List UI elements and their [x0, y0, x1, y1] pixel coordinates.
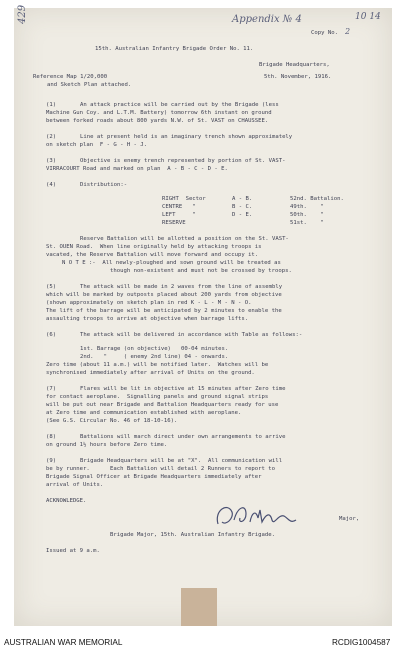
- archive-name: AUSTRALIAN WAR MEMORIAL: [4, 638, 123, 647]
- order-date: 5th. November, 1916.: [264, 74, 332, 80]
- copy-label: Copy No.: [311, 30, 338, 36]
- para-7-number: (7): [46, 386, 57, 392]
- para-1-line: An attack practice will be carried out by the Brigade (less: [80, 102, 279, 108]
- para-6-line: The attack will be delivered in accordance with Table as follows:-: [80, 332, 303, 338]
- acknowledge: ACKNOWLEDGE.: [46, 498, 87, 504]
- issued-time: Issued at 9 a.m.: [46, 548, 100, 554]
- para-9-line: Brigade Signal Officer at Brigade Headquarters immediately after: [46, 474, 262, 480]
- para-7-line: Flares will be lit in objective at 15 minutes after Zero time: [80, 386, 286, 392]
- para-4-number: (4): [46, 182, 57, 188]
- folio-number: 10 14: [355, 12, 381, 22]
- para-1-line: between forked roads about 800 yards N.W. of St. VAST on CHAUSSEE.: [46, 118, 269, 124]
- para-1-line: Machine Gun Coy. and L.T.M. Battery) tomorrow 6th instant on ground: [46, 110, 272, 116]
- note-line: N O T E :- All newly-ploughed and sown ground will be treated as: [62, 260, 281, 266]
- paper-tab: [181, 588, 217, 626]
- para-9-line: Brigade Headquarters will be at "X". All communication will: [80, 458, 283, 464]
- archive-stamp: 429: [17, 4, 28, 24]
- para-2-line: on sketch plan F - G - H - J.: [46, 142, 148, 148]
- para-2-line: Line at present held is an imaginary trench shown approximately: [80, 134, 293, 140]
- para-9-line: be by runner. Each Battalion will detail 2 Runners to report to: [46, 466, 276, 472]
- distribution-sector: CENTRE ": [162, 204, 196, 210]
- para-5-line: which will be marked by outposts placed about 200 yards from objective: [46, 292, 282, 298]
- signoff: Brigade Major, 15th. Australian Infantry Brigade.: [110, 532, 276, 538]
- archive-reference: RCDIG1004587: [332, 638, 391, 647]
- hq-line: Brigade Headquarters,: [259, 62, 330, 68]
- distribution-unit: 51st. ": [290, 220, 324, 226]
- para-8-line: Battalions will march direct under own arrangements to arrive: [80, 434, 286, 440]
- sketch-plan-note: and Sketch Plan attached.: [47, 82, 132, 88]
- reserve-line: Reserve Battalion will be allotted a position on the St. VAST-: [80, 236, 289, 242]
- reference-map: Reference Map 1/20,000: [33, 74, 108, 80]
- para-6-line: Zero time (about 11 a.m.) will be notified later. Watches will be: [46, 362, 269, 368]
- para-5-line: (shown approximately on sketch plan in red K - L - M - N - O.: [46, 300, 252, 306]
- para-2-number: (2): [46, 134, 57, 140]
- distribution-line: D - E.: [232, 212, 253, 218]
- para-3-line: VIRRACOURT Road and marked on plan A - B - C - D - E.: [46, 166, 228, 172]
- reserve-line: St. OUEN Road. When line originally held by attacking troops is: [46, 244, 262, 250]
- para-9-line: arrival of Units.: [46, 482, 104, 488]
- distribution-sector: RIGHT Sector: [162, 196, 206, 202]
- para-6-line: synchronised immediately after arrival of Units on the ground.: [46, 370, 255, 376]
- para-5-line: The lift of the barrage will be anticipated by 2 minutes to enable the: [46, 308, 282, 314]
- para-1-number: (1): [46, 102, 57, 108]
- barrage-line: 1st. Barrage (on objective) 00-04 minutes.: [80, 346, 229, 352]
- distribution-line: B - C.: [232, 204, 253, 210]
- para-8-number: (8): [46, 434, 57, 440]
- distribution-unit: 49th. ": [290, 204, 324, 210]
- signature: [212, 500, 302, 534]
- barrage-line: 2nd. " ( enemy 2nd line) 04 - onwards.: [80, 354, 229, 360]
- reserve-line: vacated, the Reserve Battalion will move forward and occupy it.: [46, 252, 259, 258]
- distribution-heading: Distribution:-: [80, 182, 128, 188]
- distribution-sector: LEFT ": [162, 212, 196, 218]
- para-5-number: (5): [46, 284, 57, 290]
- signatory-rank: Major,: [339, 516, 360, 522]
- appendix-note: Appendix № 4: [232, 14, 302, 25]
- distribution-line: A - B.: [232, 196, 253, 202]
- para-7-line: will be put out near Brigade and Battalion Headquarters ready for use: [46, 402, 279, 408]
- para-9-number: (9): [46, 458, 57, 464]
- distribution-sector: RESERVE: [162, 220, 186, 226]
- para-6-number: (6): [46, 332, 57, 338]
- para-5-line: The attack will be made in 2 waves from the line of assembly: [80, 284, 283, 290]
- note-line: though non-existent and must not be crossed by troops.: [110, 268, 292, 274]
- para-8-line: on ground 1½ hours before Zero time.: [46, 442, 168, 448]
- para-7-line: at Zero time and communication established with aeroplane.: [46, 410, 242, 416]
- distribution-unit: 50th. ": [290, 212, 324, 218]
- para-7-line: (See G.S. Circular No. 46 of 18-10-16).: [46, 418, 178, 424]
- para-3-line: Objective is enemy trench represented by portion of St. VAST-: [80, 158, 286, 164]
- para-3-number: (3): [46, 158, 57, 164]
- order-title: 15th. Australian Infantry Brigade Order No. 11.: [95, 46, 254, 52]
- copy-number: 2: [345, 27, 351, 36]
- para-5-line: assaulting troops to arrive at objective when barrage lifts.: [46, 316, 249, 322]
- para-7-line: for contact aeroplane. Signalling panels and ground signal strips: [46, 394, 269, 400]
- distribution-unit: 52nd. Battalion.: [290, 196, 344, 202]
